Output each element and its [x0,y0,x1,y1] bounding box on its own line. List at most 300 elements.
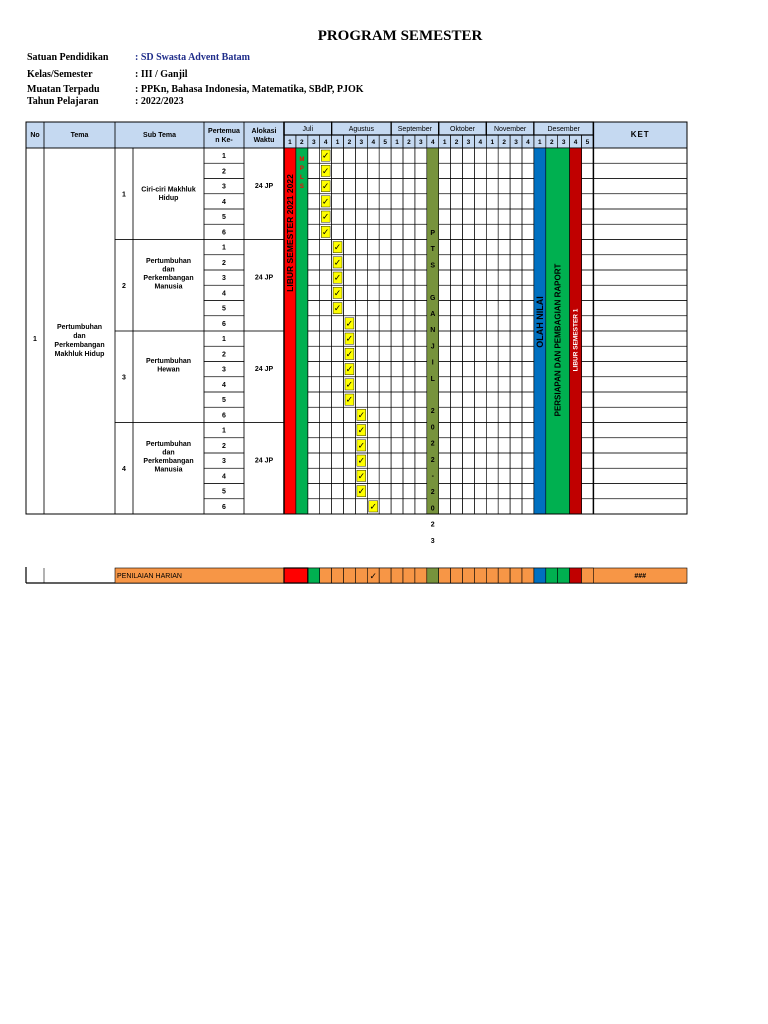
grid-cell [463,453,475,468]
week-label: 4 [430,139,435,146]
grid-cell [415,407,427,422]
meeting-number: 5 [222,397,226,405]
check-mark: ✓ [345,379,354,390]
grid-cell [320,438,332,453]
check-mark: ✓ [333,272,342,283]
grid-cell [308,499,320,514]
penilaian-cell [415,568,427,583]
grid-cell [308,362,320,377]
grid-cell [510,285,522,300]
grid-cell [415,392,427,407]
grid-cell [355,331,367,346]
grid-cell [582,362,594,377]
grid-cell [498,285,510,300]
grid-cell [439,316,451,331]
grid-cell [474,270,486,285]
grid-cell [308,270,320,285]
grid-cell [320,453,332,468]
grid-cell [367,423,379,438]
grid-cell [344,209,356,224]
grid-cell [498,484,510,499]
grid-cell [391,438,403,453]
check-mark: ✓ [357,455,366,466]
grid-cell [415,301,427,316]
grid-cell [522,209,534,224]
grid-cell [415,453,427,468]
week-label: 5 [585,139,590,146]
grid-cell [522,316,534,331]
penilaian-cell [391,568,403,583]
page-title: PROGRAM SEMESTER [317,28,483,44]
grid-cell [474,484,486,499]
grid-cell [415,423,427,438]
grid-cell [439,148,451,163]
grid-cell [308,148,320,163]
check-mark: ✓ [333,303,342,314]
check-mark: ✓ [345,333,354,344]
grid-cell [308,392,320,407]
week-label: 2 [347,139,352,146]
grid-cell [308,209,320,224]
grid-cell [391,255,403,270]
grid-cell [308,240,320,255]
grid-cell [451,163,463,178]
grid-cell [522,362,534,377]
alokasi-value: 24 JP [254,274,274,282]
grid-cell [391,224,403,239]
grid-cell [582,270,594,285]
grid-cell [474,438,486,453]
grid-cell [474,179,486,194]
ket-cell [593,224,687,239]
grid-cell [391,362,403,377]
grid-cell [582,255,594,270]
meeting-number: 2 [222,442,226,450]
grid-cell [486,362,498,377]
grid-cell [474,255,486,270]
subtema-name: dan [162,449,175,457]
grid-cell [498,270,510,285]
grid-cell [344,484,356,499]
penilaian-cell [332,568,344,583]
header-pertemuan: n Ke- [215,137,233,144]
grid-cell [582,316,594,331]
grid-cell [332,468,344,483]
grid-cell [486,499,498,514]
penilaian-cell [344,568,356,583]
meeting-number: 1 [222,244,226,252]
grid-cell [522,407,534,422]
grid-cell [451,148,463,163]
band-label-pts: 0 [430,505,435,513]
grid-cell [486,209,498,224]
grid-cell [391,407,403,422]
week-label: 4 [371,139,376,146]
meeting-number: 6 [222,412,226,420]
grid-cell [403,392,415,407]
subtema-name: Pertumbuhan [145,258,192,265]
grid-cell [320,346,332,361]
grid-cell [510,301,522,316]
grid-cell [463,316,475,331]
grid-cell [344,194,356,209]
penilaian-cell [320,568,332,583]
grid-cell [320,316,332,331]
info-label: Satuan Pendidikan [27,52,109,63]
grid-cell [474,346,486,361]
grid-cell [415,148,427,163]
grid-cell [510,331,522,346]
grid-cell [582,179,594,194]
grid-cell [367,179,379,194]
grid-cell [355,301,367,316]
grid-cell [308,331,320,346]
grid-cell [379,392,391,407]
grid-cell [308,285,320,300]
grid-cell [510,423,522,438]
grid-cell [582,499,594,514]
grid-cell [332,331,344,346]
grid-cell [367,438,379,453]
grid-cell [486,453,498,468]
grid-cell [498,240,510,255]
grid-cell [320,392,332,407]
week-label: 4 [573,139,578,146]
grid-cell [355,194,367,209]
grid-cell [474,423,486,438]
grid-cell [367,407,379,422]
grid-cell [451,392,463,407]
grid-cell [355,179,367,194]
grid-cell [510,209,522,224]
grid-cell [510,163,522,178]
band-label-mpls: L [300,175,304,181]
grid-cell [391,484,403,499]
subtema-number: 1 [122,191,126,199]
check-mark: ✓ [321,211,330,222]
grid-cell [320,468,332,483]
info-value: : III / Ganjil [135,69,188,80]
month-label: Oktober [450,126,475,133]
grid-cell [522,331,534,346]
grid-cell [332,209,344,224]
grid-cell [355,255,367,270]
grid-cell [498,301,510,316]
grid-cell [391,194,403,209]
penilaian-cell [355,568,367,583]
grid-cell [486,438,498,453]
check-mark: ✓ [321,226,330,237]
info-label: Kelas/Semester [27,69,93,80]
grid-cell [498,163,510,178]
grid-cell [379,499,391,514]
grid-cell [439,209,451,224]
grid-cell [320,240,332,255]
week-label: 1 [395,139,399,146]
grid-cell [439,224,451,239]
grid-cell [344,301,356,316]
grid-cell [415,346,427,361]
grid-cell [474,209,486,224]
grid-cell [463,407,475,422]
meeting-number: 2 [222,259,226,267]
grid-cell [451,453,463,468]
meeting-number: 1 [222,153,226,161]
grid-cell [451,240,463,255]
penilaian-cell [451,568,463,583]
subtema-name-cell [133,148,204,240]
grid-cell [510,148,522,163]
ket-cell [593,438,687,453]
grid-cell [379,194,391,209]
grid-cell [439,331,451,346]
grid-cell [463,499,475,514]
tema-number: 1 [33,336,37,343]
grid-cell [320,423,332,438]
grid-cell [379,407,391,422]
grid-cell [379,362,391,377]
meeting-number: 4 [222,198,226,206]
grid-cell [510,270,522,285]
grid-cell [486,148,498,163]
penilaian-cell [427,568,439,583]
subtema-name: Hewan [157,366,180,374]
grid-cell [403,331,415,346]
grid-cell [355,209,367,224]
ket-cell [593,362,687,377]
grid-cell [391,209,403,224]
grid-cell [344,179,356,194]
grid-cell [320,255,332,270]
grid-cell [367,255,379,270]
grid-cell [582,301,594,316]
grid-cell [582,453,594,468]
grid-cell [582,194,594,209]
ket-cell [593,453,687,468]
grid-cell [391,499,403,514]
grid-cell [474,377,486,392]
grid-cell [344,453,356,468]
subtema-name: Pertumbuhan [145,441,192,448]
grid-cell [332,392,344,407]
tema-name: Pertumbuhan [56,324,103,331]
check-mark: ✓ [345,318,354,329]
grid-cell [582,148,594,163]
grid-cell [379,224,391,239]
grid-cell [439,179,451,194]
grid-cell [332,194,344,209]
grid-cell [391,163,403,178]
grid-cell [498,392,510,407]
grid-cell [451,423,463,438]
grid-cell [367,194,379,209]
grid-cell [451,301,463,316]
check-mark: ✓ [357,470,366,481]
grid-cell [439,468,451,483]
meeting-number: 6 [222,229,226,237]
grid-cell [474,194,486,209]
grid-cell [415,224,427,239]
grid-cell [308,407,320,422]
grid-cell [486,316,498,331]
grid-cell [308,224,320,239]
grid-cell [332,407,344,422]
grid-cell [391,240,403,255]
tema-name: Perkembangan [54,342,105,349]
check-mark: ✓ [321,150,330,161]
grid-cell [379,163,391,178]
ket-cell [593,179,687,194]
grid-cell [510,484,522,499]
grid-cell [463,270,475,285]
band-mpls [296,148,308,514]
grid-cell [451,346,463,361]
ket-cell [593,163,687,178]
grid-cell [344,285,356,300]
grid-cell [403,346,415,361]
meeting-number: 2 [222,168,226,176]
grid-cell [439,240,451,255]
grid-cell [582,224,594,239]
grid-cell [415,179,427,194]
grid-cell [474,224,486,239]
grid-cell [451,209,463,224]
grid-cell [498,468,510,483]
grid-cell [498,423,510,438]
grid-cell [486,270,498,285]
grid-cell [498,453,510,468]
grid-cell [379,255,391,270]
grid-cell [320,362,332,377]
grid-cell [308,316,320,331]
grid-cell [391,316,403,331]
grid-cell [379,285,391,300]
grid-cell [355,362,367,377]
week-label: 4 [526,139,530,146]
grid-cell [474,240,486,255]
check-mark: ✓ [345,364,354,375]
grid-cell [403,224,415,239]
month-label: Desember [547,126,580,133]
grid-cell [486,179,498,194]
band-label-pts: 0 [430,424,435,432]
band-label-mpls: P [299,166,304,172]
info-label: Muatan Terpadu [27,84,100,95]
grid-cell [367,392,379,407]
grid-cell [308,453,320,468]
grid-cell [332,453,344,468]
penilaian-cell [582,568,594,583]
grid-cell [332,316,344,331]
tema-no-cell [26,148,44,514]
band-label-pts: G [430,294,436,302]
band-label-pts: P [430,230,436,237]
penilaian-label: PENILAIAN HARIAN [117,573,182,580]
grid-cell [463,301,475,316]
grid-cell [367,209,379,224]
grid-cell [332,362,344,377]
grid-cell [332,423,344,438]
grid-cell [415,468,427,483]
grid-cell [355,224,367,239]
grid-cell [403,194,415,209]
grid-cell [463,224,475,239]
grid-cell [463,240,475,255]
grid-cell [355,392,367,407]
penilaian-cell [463,568,475,583]
grid-cell [486,346,498,361]
ket-cell [593,148,687,163]
meeting-number: 5 [222,488,226,496]
grid-cell [474,331,486,346]
meeting-number: 1 [222,427,226,435]
subtema-name: Ciri-ciri Makhluk [141,186,196,194]
grid-cell [510,468,522,483]
grid-cell [344,438,356,453]
grid-cell [391,346,403,361]
grid-cell [451,316,463,331]
penilaian-cell [522,568,534,583]
month-label: November [493,126,527,133]
grid-cell [522,499,534,514]
grid-cell [582,163,594,178]
grid-cell [439,285,451,300]
grid-cell [498,438,510,453]
grid-cell [486,331,498,346]
header-pertemuan: Pertemua [208,128,240,135]
penilaian-cell [510,568,522,583]
grid-cell [463,285,475,300]
band-label-pts: 2 [430,456,435,464]
grid-cell [379,468,391,483]
grid-cell [522,392,534,407]
grid-cell [415,377,427,392]
grid-cell [451,362,463,377]
subtema-name: dan [162,266,175,274]
week-label: 3 [419,139,423,146]
grid-cell [463,438,475,453]
grid-cell [498,179,510,194]
grid-cell [522,468,534,483]
ket-cell [593,209,687,224]
grid-cell [415,362,427,377]
check-mark: ✓ [333,257,342,268]
grid-cell [486,377,498,392]
grid-cell [498,346,510,361]
penilaian-cell [379,568,391,583]
grid-cell [582,285,594,300]
penilaian-cell [439,568,451,583]
grid-cell [403,499,415,514]
grid-cell [355,377,367,392]
grid-cell [486,224,498,239]
grid-cell [379,240,391,255]
grid-cell [332,163,344,178]
grid-cell [415,331,427,346]
grid-cell [308,346,320,361]
band-label-pts: A [430,311,436,318]
meeting-number: 6 [222,503,226,511]
grid-cell [415,240,427,255]
grid-cell [403,285,415,300]
grid-cell [379,438,391,453]
week-label: 1 [442,139,447,146]
grid-cell [439,453,451,468]
grid-cell [320,270,332,285]
info-label: Tahun Pelajaran [27,96,99,107]
grid-cell [332,148,344,163]
band-label-pts: L [430,375,435,383]
